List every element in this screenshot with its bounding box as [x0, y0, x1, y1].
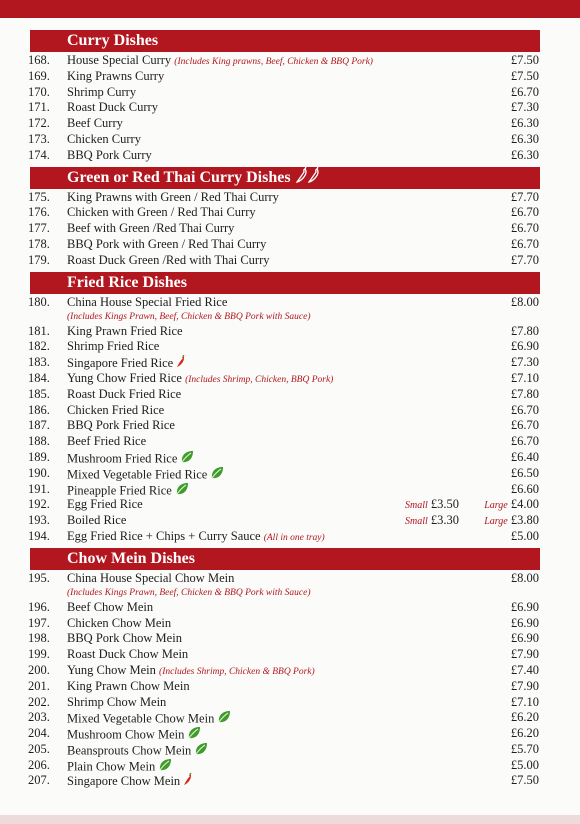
- item-name: Singapore Fried Rice: [67, 355, 174, 370]
- menu-item: [0, 371, 580, 387]
- large-size-label: Large: [484, 516, 508, 528]
- small-size-price: [405, 497, 459, 514]
- item-price: £6.20: [510, 726, 539, 741]
- item-name-group: [67, 205, 256, 221]
- item-price: £6.90: [510, 339, 539, 354]
- menu-item: [0, 497, 580, 513]
- small-price-value: £3.50: [430, 497, 460, 512]
- item-price: £8.00: [510, 570, 539, 585]
- menu-item: [0, 85, 580, 101]
- item-price: £6.70: [510, 418, 539, 433]
- item-price: £6.70: [510, 84, 539, 99]
- menu-item: [0, 679, 580, 695]
- menu-item: [0, 663, 580, 679]
- section-header: [30, 30, 540, 52]
- menu-item: [0, 116, 580, 132]
- item-name: Boiled Rice: [67, 513, 127, 528]
- item-note: (Includes King prawns, Beef, Chicken & BBQ Pork): [174, 57, 373, 67]
- item-price: £7.10: [510, 370, 539, 385]
- menu-item: [0, 69, 580, 85]
- section-title: Curry Dishes: [67, 32, 159, 49]
- item-number: 175.: [28, 189, 50, 204]
- item-name: King Prawn Chow Mein: [67, 678, 190, 693]
- menu-item: [0, 600, 580, 616]
- item-price: £7.80: [510, 323, 539, 338]
- item-name: BBQ Pork Fried Rice: [67, 418, 175, 433]
- item-number: 170.: [28, 84, 50, 99]
- item-name-group: [67, 434, 146, 450]
- section-header: [30, 548, 540, 570]
- item-name: Shrimp Fried Rice: [67, 339, 160, 354]
- item-name: Shrimp Chow Mein: [67, 694, 167, 709]
- item-number: 178.: [28, 236, 50, 251]
- item-note: (Includes Shrimp, Chicken, BBQ Pork): [185, 374, 334, 385]
- item-name-group: [67, 679, 190, 695]
- item-name: Beef Fried Rice: [67, 434, 147, 449]
- item-name-group: [67, 295, 227, 311]
- menu-item: [0, 773, 580, 789]
- item-name-group: [67, 237, 266, 253]
- item-number: 189.: [28, 449, 50, 464]
- item-name-group: [67, 324, 183, 340]
- chili-icon: [296, 170, 308, 187]
- item-name: Roast Duck Green /Red with Thai Curry: [67, 252, 270, 267]
- item-price: £6.60: [510, 481, 539, 496]
- large-size-label: Large: [484, 500, 508, 512]
- item-price: £6.70: [510, 236, 539, 251]
- item-number: 196.: [28, 599, 50, 614]
- item-price: £6.70: [510, 205, 539, 220]
- chili-icon: [183, 773, 193, 791]
- item-name-group: [67, 69, 164, 85]
- menu-item: [0, 529, 580, 545]
- item-name: China House Special Fried Rice: [67, 294, 228, 309]
- item-name: BBQ Pork with Green / Red Thai Curry: [67, 236, 267, 251]
- item-number: 192.: [28, 497, 50, 512]
- item-number: 184.: [28, 370, 50, 385]
- item-number: 172.: [28, 116, 50, 131]
- item-number: 185.: [28, 386, 50, 401]
- item-name-group: [67, 403, 164, 419]
- item-name-group: [67, 339, 159, 355]
- top-accent-bar: [0, 0, 580, 18]
- item-note: (Includes Kings Prawn, Beef, Chicken & BBQ Pork with Sauce): [67, 311, 311, 322]
- item-list: [0, 53, 580, 164]
- item-name-group: [67, 616, 171, 632]
- menu-item: [0, 387, 580, 403]
- item-name: Yung Chow Fried Rice: [67, 370, 182, 385]
- section-header: [30, 167, 540, 189]
- item-number: 180.: [28, 294, 50, 309]
- item-number: 171.: [28, 100, 50, 115]
- item-number: 187.: [28, 418, 50, 433]
- menu-item: [0, 190, 580, 206]
- menu-item: [0, 616, 580, 632]
- menu-item: [0, 355, 580, 371]
- item-price: £7.90: [510, 647, 539, 662]
- item-price: £5.70: [510, 741, 539, 756]
- item-name: Beef Curry: [67, 116, 123, 131]
- item-name-group: [67, 695, 166, 711]
- item-name-group: [67, 100, 158, 116]
- item-name: Yung Chow Mein: [67, 662, 156, 677]
- item-name: Egg Fried Rice + Chips + Curry Sauce: [67, 528, 261, 543]
- item-name: BBQ Pork Curry: [67, 147, 152, 162]
- item-number: 186.: [28, 402, 50, 417]
- item-name-group: [67, 513, 126, 529]
- item-note: (All in one tray): [263, 532, 325, 543]
- item-list: [0, 571, 580, 790]
- menu-item: [0, 221, 580, 237]
- item-price: £6.50: [510, 465, 539, 480]
- item-number: 206.: [28, 757, 50, 772]
- item-number: 168.: [28, 53, 50, 67]
- item-number: 176.: [28, 205, 50, 220]
- menu-item: [0, 726, 580, 742]
- item-name-group: [67, 497, 143, 513]
- item-name-group: [67, 647, 188, 663]
- item-number: 183.: [28, 355, 50, 370]
- menu-item: [0, 253, 580, 269]
- item-price: £8.00: [510, 294, 539, 309]
- item-number: 193.: [28, 513, 50, 528]
- item-price: £7.50: [510, 68, 539, 83]
- item-name-group: [67, 132, 141, 148]
- item-name: King Prawn Fried Rice: [67, 323, 183, 338]
- item-price: £5.00: [510, 757, 539, 772]
- small-price-value: £3.30: [430, 513, 460, 528]
- item-price: £6.30: [510, 147, 539, 162]
- item-price: £6.30: [510, 116, 539, 131]
- item-name-group: [67, 148, 152, 164]
- item-number: 202.: [28, 694, 50, 709]
- item-name: Mushroom Chow Mein: [67, 727, 185, 742]
- item-price: £6.30: [510, 131, 539, 146]
- item-name: Roast Duck Curry: [67, 100, 158, 115]
- large-size-price: [484, 497, 539, 514]
- item-name: Chicken with Green / Red Thai Curry: [67, 205, 256, 220]
- item-name-group: [67, 529, 325, 547]
- item-price: £7.10: [510, 694, 539, 709]
- menu-item: [0, 237, 580, 253]
- item-number: 198.: [28, 631, 50, 646]
- menu-item: [0, 148, 580, 164]
- item-price: £6.70: [510, 221, 539, 236]
- menu-item: [0, 339, 580, 355]
- item-name-group: [67, 418, 175, 434]
- menu-item: [0, 132, 580, 148]
- menu-item: [0, 482, 580, 498]
- item-number: 194.: [28, 528, 50, 543]
- item-name-group: [67, 253, 270, 269]
- bottom-shadow: [0, 815, 580, 824]
- item-number: 174.: [28, 147, 50, 162]
- item-number: 204.: [28, 726, 50, 741]
- item-number: 182.: [28, 339, 50, 354]
- item-name-group: [67, 387, 181, 403]
- menu-item: [0, 631, 580, 647]
- item-name: Roast Duck Fried Rice: [67, 386, 182, 401]
- item-list: [0, 295, 580, 545]
- item-price: £6.20: [510, 710, 539, 725]
- item-number: 177.: [28, 221, 50, 236]
- item-name: China House Special Chow Mein: [67, 570, 235, 585]
- item-number: 199.: [28, 647, 50, 662]
- item-list: [0, 190, 580, 269]
- item-name: Mixed Vegetable Chow Mein: [67, 711, 215, 726]
- item-name: King Prawns Curry: [67, 68, 165, 83]
- menu-page: [0, 30, 580, 792]
- item-price: £6.90: [510, 631, 539, 646]
- item-number: 191.: [28, 481, 50, 496]
- item-name: Roast Duck Chow Mein: [67, 647, 189, 662]
- item-number: 179.: [28, 252, 50, 267]
- menu-item: [0, 324, 580, 340]
- item-price: £7.30: [510, 100, 539, 115]
- item-name: House Special Curry: [67, 53, 172, 67]
- large-price-value: £3.80: [510, 513, 539, 528]
- menu-item: [0, 434, 580, 450]
- item-price: £6.70: [510, 402, 539, 417]
- item-price: £7.50: [510, 53, 539, 67]
- menu-item: [0, 418, 580, 434]
- item-number: 188.: [28, 434, 50, 449]
- menu-item: [0, 742, 580, 758]
- section-title: Fried Rice Dishes: [67, 273, 187, 291]
- item-name: Pineapple Fried Rice: [67, 482, 172, 497]
- item-name-group: [67, 85, 136, 101]
- menu-item: [0, 710, 580, 726]
- menu-item: [0, 466, 580, 482]
- menu-item: [0, 758, 580, 774]
- item-name: Beef with Green /Red Thai Curry: [67, 221, 235, 236]
- item-number: 195.: [28, 570, 50, 585]
- item-price: £6.70: [510, 434, 539, 449]
- item-name: Beef Chow Mein: [67, 599, 154, 614]
- item-name: Shrimp Curry: [67, 84, 137, 99]
- item-name: Mixed Vegetable Fried Rice: [67, 467, 208, 482]
- item-name-group: [67, 116, 123, 132]
- item-price: £7.70: [510, 252, 539, 267]
- item-name: Mushroom Fried Rice: [67, 451, 178, 466]
- item-number: 181.: [28, 323, 50, 338]
- item-name-group: [67, 221, 234, 237]
- item-name: King Prawns with Green / Red Thai Curry: [67, 189, 279, 204]
- item-price: £7.50: [510, 773, 539, 788]
- item-price: £7.80: [510, 386, 539, 401]
- item-price: £6.90: [510, 599, 539, 614]
- item-name: Plain Chow Mein: [67, 758, 156, 773]
- item-name-group: [67, 600, 153, 616]
- menu-item: [0, 403, 580, 419]
- large-size-price: [484, 513, 539, 530]
- item-number: 205.: [28, 741, 50, 756]
- item-name: Chicken Fried Rice: [67, 402, 165, 417]
- item-price: £7.30: [510, 355, 539, 370]
- menu-item: [0, 205, 580, 221]
- item-price: £7.90: [510, 678, 539, 693]
- item-name: Beansprouts Chow Mein: [67, 743, 192, 758]
- menu-item: [0, 695, 580, 711]
- large-price-value: £4.00: [510, 497, 539, 512]
- menu-item: [0, 295, 580, 324]
- item-price: £6.90: [510, 615, 539, 630]
- menu-item: [0, 571, 580, 600]
- menu-item: [0, 450, 580, 466]
- item-number: 207.: [28, 773, 50, 788]
- item-number: 173.: [28, 131, 50, 146]
- item-number: 200.: [28, 662, 50, 677]
- small-size-price: [405, 513, 459, 530]
- small-size-label: Small: [405, 500, 428, 512]
- item-name-group: [67, 190, 279, 206]
- section-title: Green or Red Thai Curry Dishes: [67, 168, 291, 186]
- item-note: (Includes Kings Prawn, Beef, Chicken & BBQ Pork with Sauce): [67, 587, 311, 598]
- menu-item: [0, 513, 580, 529]
- menu-item: [0, 100, 580, 116]
- item-note: (Includes Shrimp, Chicken & BBQ Pork): [159, 666, 315, 677]
- item-name: Singapore Chow Mein: [67, 774, 181, 789]
- section-title: Chow Mein Dishes: [67, 549, 196, 567]
- item-number: 201.: [28, 678, 50, 693]
- section-header: [30, 272, 540, 294]
- item-number: 169.: [28, 68, 50, 83]
- item-number: 203.: [28, 710, 50, 725]
- menu-item: [0, 53, 580, 69]
- item-name: Chicken Curry: [67, 131, 141, 146]
- item-name: Chicken Chow Mein: [67, 615, 172, 630]
- menu-item: [0, 647, 580, 663]
- chili-icon: [308, 170, 320, 187]
- item-price: £6.40: [510, 449, 539, 464]
- item-name-group: [67, 631, 182, 647]
- item-price: £7.40: [510, 662, 539, 677]
- item-name-group: [67, 773, 193, 791]
- item-price: £5.00: [510, 528, 539, 543]
- item-name: BBQ Pork Chow Mein: [67, 631, 182, 646]
- small-size-label: Small: [405, 516, 428, 528]
- item-number: 197.: [28, 615, 50, 630]
- item-price: £7.70: [510, 189, 539, 204]
- header-chili-icons: [296, 167, 320, 190]
- item-number: 190.: [28, 465, 50, 480]
- item-name: Egg Fried Rice: [67, 497, 143, 512]
- item-name-group: [67, 571, 234, 587]
